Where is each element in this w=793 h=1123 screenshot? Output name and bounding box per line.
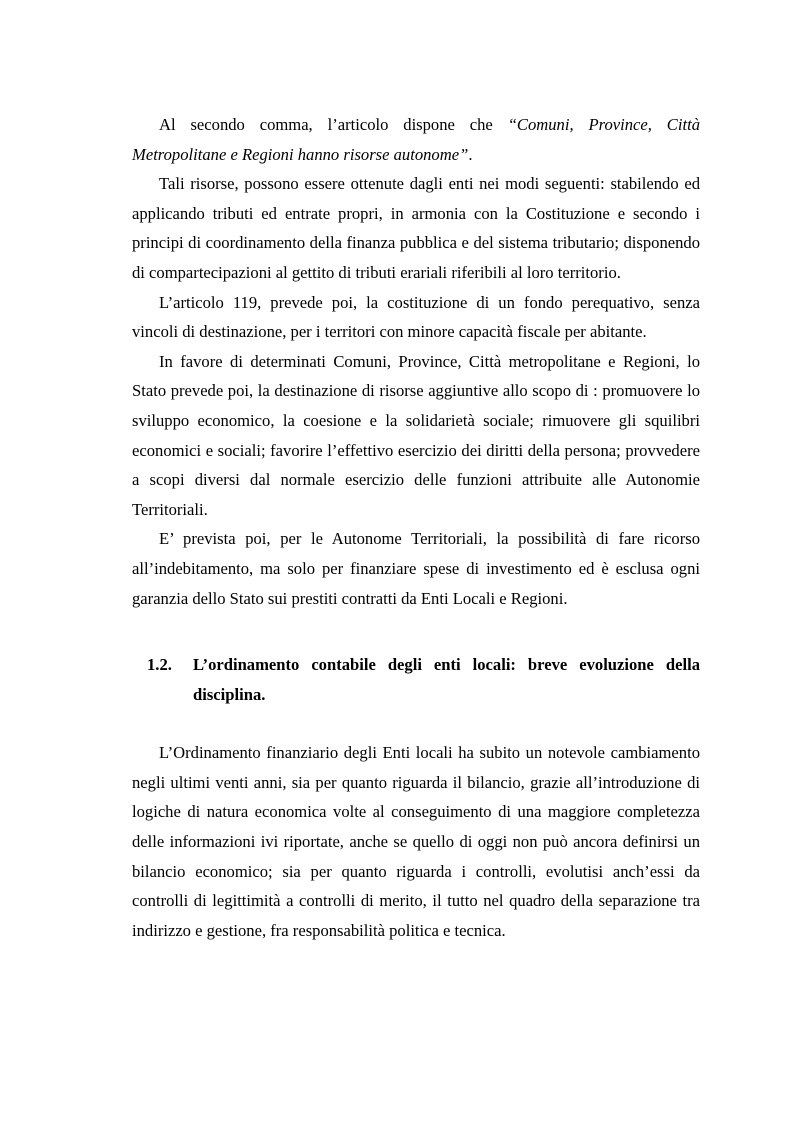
paragraph-fondo-perequativo: L’articolo 119, prevede poi, la costituzione di un fondo perequativo, senza vincoli di destinazione, per i territori con minore capacità fiscale per abitante.: [132, 292, 700, 342]
paragraph-risorse-aggiuntive: In favore di determinati Comuni, Province, Città metropolitane e Regioni, lo Stato prevede poi, la destinazione di risorse aggiuntive allo scopo di : promuovere lo sviluppo economico, la coesione e la solidarietà sociale; rimuovere gli squilibri economici e sociali; favorire l’effettivo esercizio dei diritti della persona; provvedere a scopi diversi dal normale esercizio delle funzioni attribuite alle Autonomie Territoriali.: [132, 351, 700, 519]
paragraph-text: Al secondo comma, l’articolo dispone che: [159, 115, 508, 134]
section-title: L’ordinamento contabile degli enti locali: breve evoluzione della disciplina.: [193, 655, 700, 704]
quoted-text: “Comuni, Province, Città Metropolitane e Regioni hanno risorse autonome”: [132, 115, 700, 164]
paragraph-text: .: [468, 144, 473, 164]
paragraph-risorse: Tali risorse, possono essere ottenute dagli enti nei modi seguenti: stabilendo ed applicando tributi ed entrate propri, in armonia con la Costituzione e secondo i principi di coordinamento della finanza pubblica e del sistema tributario; disponendo di compartecipazioni al gettito di tributi erariali riferibili al loro territorio.: [132, 174, 700, 282]
paragraph-ordinamento-finanziario: L’Ordinamento finanziario degli Enti locali ha subito un notevole cambiamento negli ultimi venti anni, sia per quanto riguarda il bilancio, grazie all’introduzione di logiche di natura economica volte al conseguimento di una maggiore completezza delle informazioni ivi riportate, anche se quello di oggi non può ancora definirsi un bilancio economico; sia per quanto riguarda i controlli, evolutisi anch’essi da controlli di legittimità a controlli di merito, il tutto nel quadro della separazione tra indirizzo e gestione, fra responsabilità politica e tecnica.: [132, 743, 700, 940]
section-heading: [132, 650, 700, 709]
document-page: [132, 110, 700, 945]
section-number: 1.2.: [147, 655, 172, 675]
paragraph-comma-secondo: [132, 110, 700, 169]
paragraph-indebitamento: E’ prevista poi, per le Autonome Territoriali, la possibilità di fare ricorso all’indebitamento, ma solo per finanziare spese di investimento ed è esclusa ogni garanzia dello Stato sui prestiti contratti da Enti Locali e Regioni.: [132, 529, 700, 608]
